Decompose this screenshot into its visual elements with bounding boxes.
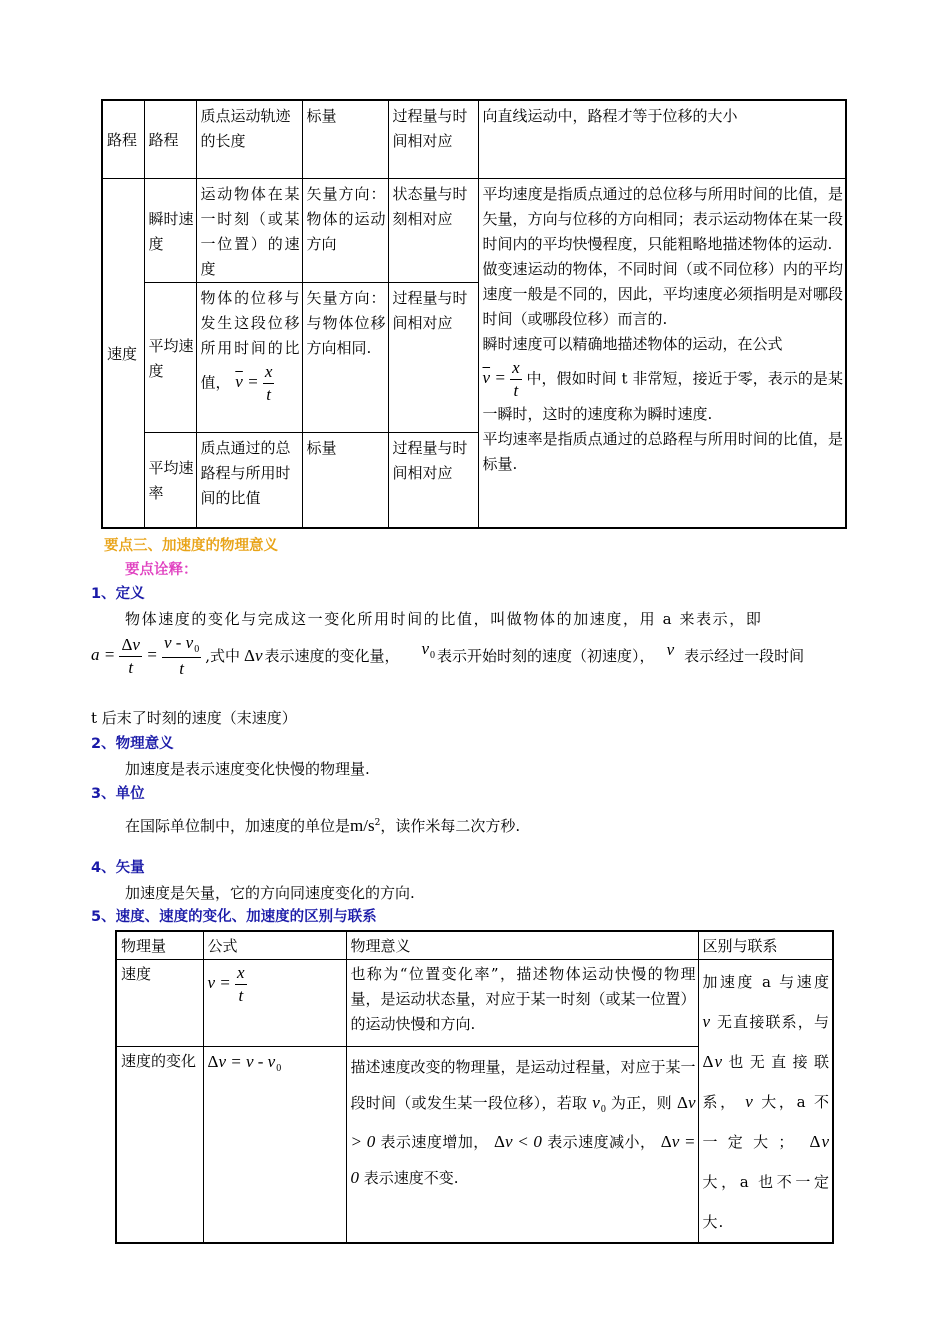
delta-v-formula: $\Delta v = v - v_0$ [207, 1052, 282, 1075]
quantity-cell: 瞬时速度 [144, 178, 196, 282]
average-velocity-formula: $\overline{v}$ = $\frac{x}{t}$ [482, 357, 520, 400]
definition-title: 1、定义 [91, 586, 145, 602]
type-cell: 标量 [302, 432, 388, 528]
note-cell: 向直线运动中，路程才等于位移的大小 [478, 100, 846, 178]
meaning-cell: 物体的位移与发生这段位移所用时间的比值， $\overline{v}$ = $\frac{x}{t}$ [196, 282, 302, 432]
velocity-formula: v = $\frac{x}{t}$ [207, 963, 245, 1005]
meaning-cell: 也称为“位置变化率”，描述物体运动快慢的物理量，是运动状态量，对应于某一时刻（或某一位置）的运动快慢和方向. [346, 960, 698, 1047]
table-row [116, 960, 833, 1047]
unit-title: 3、单位 [91, 786, 145, 802]
comparison-title: 5、速度、速度的变化、加速度的区别与联系 [91, 909, 377, 925]
relation-cell: 加速度 a 与速度 v 无直接联系，与Δv也无直接联系， v 大，a 不一定大； Δv 大，a 也不一定大. [698, 960, 833, 1244]
process-cell: 状态量与时刻相对应 [388, 178, 478, 282]
quantity-cell: 路程 [144, 100, 196, 178]
category-cell: 速度 [102, 178, 144, 528]
delta-v-symbol: Δv [244, 646, 263, 665]
v-symbol: v [666, 640, 675, 659]
quantity-cell: 平均速度 [144, 282, 196, 432]
quantity-cell: 平均速率 [144, 432, 196, 528]
comparison-table [115, 930, 834, 1244]
meaning-cell: 质点运动轨迹的长度 [196, 100, 302, 178]
table-row [102, 178, 846, 282]
explain-instant: 瞬时速度可以精确地描述物体的运动，在公式 $\overline{v}$ = $\frac{x}{t}$ 中，假如时间 t 非常短，接近于零，表示的是某一瞬时，这时的速度称为瞬时速度. [482, 334, 843, 423]
header-cell: 区别与联系 [698, 931, 833, 960]
unit-exponent: 2 [374, 818, 381, 828]
type-cell: 矢量方向：与物体位移方向相同. [302, 282, 388, 432]
definition-formula-line: a = $\frac{\Delta v}{t}$ = $\frac{v - v_0}{t}$ ,式中 Δv 表示速度的变化量， $v_0$ 表示开始时刻的速度（初速度）， v 表示经过一段时间 [91, 633, 805, 678]
section-subheading: 要点诠释： [125, 562, 198, 578]
header-cell: 公式 [203, 931, 346, 960]
section-heading: 要点三、加速度的物理意义 [104, 538, 278, 554]
explain-variable: 做变速运动的物体，不同时间（或不同位移）内的平均速度一般是不同的，因此，平均速度必须指明是对哪段时间（或哪段位移）而言的. [482, 259, 843, 328]
process-cell: 过程量与时间相对应 [388, 100, 478, 178]
quantity-cell: 速度的变化 [116, 1047, 203, 1243]
definition-text: 物体速度的变化与完成这一变化所用时间的比值，叫做物体的加速度，用 a 来表示，即 [125, 610, 763, 628]
category-cell: 路程 [102, 100, 144, 178]
table-header-row [116, 931, 833, 960]
average-velocity-formula: $\overline{v}$ = $\frac{x}{t}$ [235, 361, 273, 404]
meaning-cell: 质点通过的总路程与所用时间的比值 [196, 432, 302, 528]
explanation-cell [478, 178, 846, 528]
formula-cell [203, 960, 346, 1047]
v0-symbol: $v_0$ [421, 638, 436, 661]
vector-title: 4、矢量 [91, 860, 145, 876]
meaning-text: 加速度是表示速度变化快慢的物理量. [125, 760, 370, 778]
unit-line: 在国际单位制中，加速度的单位是$m/s^2$，读作米每二次方秒. [125, 816, 521, 835]
unit-symbol: m/s [350, 816, 375, 835]
explain-average: 平均速度是指质点通过的总位移与所用时间的比值，是矢量，方向与位移的方向相同；表示运动物体在某一段时间内的平均快慢程度，只能粗略地描述物体的运动. [482, 184, 843, 253]
velocity-concepts-table [101, 99, 847, 529]
meaning-cell: 描述速度改变的物理量，是运动过程量，对应于某一段时间（或发生某一段位移），若取 $v_0$ 为正，则 Δv > 0 表示速度增加， Δv < 0 表示速度减小， Δv = 0 表示速度不变. [346, 1047, 698, 1243]
vector-text: 加速度是矢量，它的方向同速度变化的方向. [125, 884, 415, 902]
header-cell: 物理量 [116, 931, 203, 960]
explain-speed: 平均速率是指质点通过的总路程与所用时间的比值，是标量. [482, 429, 843, 473]
type-cell: 标量 [302, 100, 388, 178]
meaning-cell: 运动物体在某一时刻（或某一位置）的速度 [196, 178, 302, 282]
quantity-cell: 速度 [116, 960, 203, 1047]
acceleration-formula: a = $\frac{\Delta v}{t}$ = $\frac{v - v_0}{t}$ [91, 633, 200, 678]
formula-cell [203, 1047, 346, 1243]
meaning-title: 2、物理意义 [91, 736, 174, 752]
definition-text-end: t 后末了时刻的速度（末速度） [91, 709, 297, 727]
process-cell: 过程量与时间相对应 [388, 282, 478, 432]
process-cell: 过程量与时间相对应 [388, 432, 478, 528]
type-cell: 矢量方向：物体的运动方向 [302, 178, 388, 282]
table-row [102, 100, 846, 178]
header-cell: 物理意义 [346, 931, 698, 960]
